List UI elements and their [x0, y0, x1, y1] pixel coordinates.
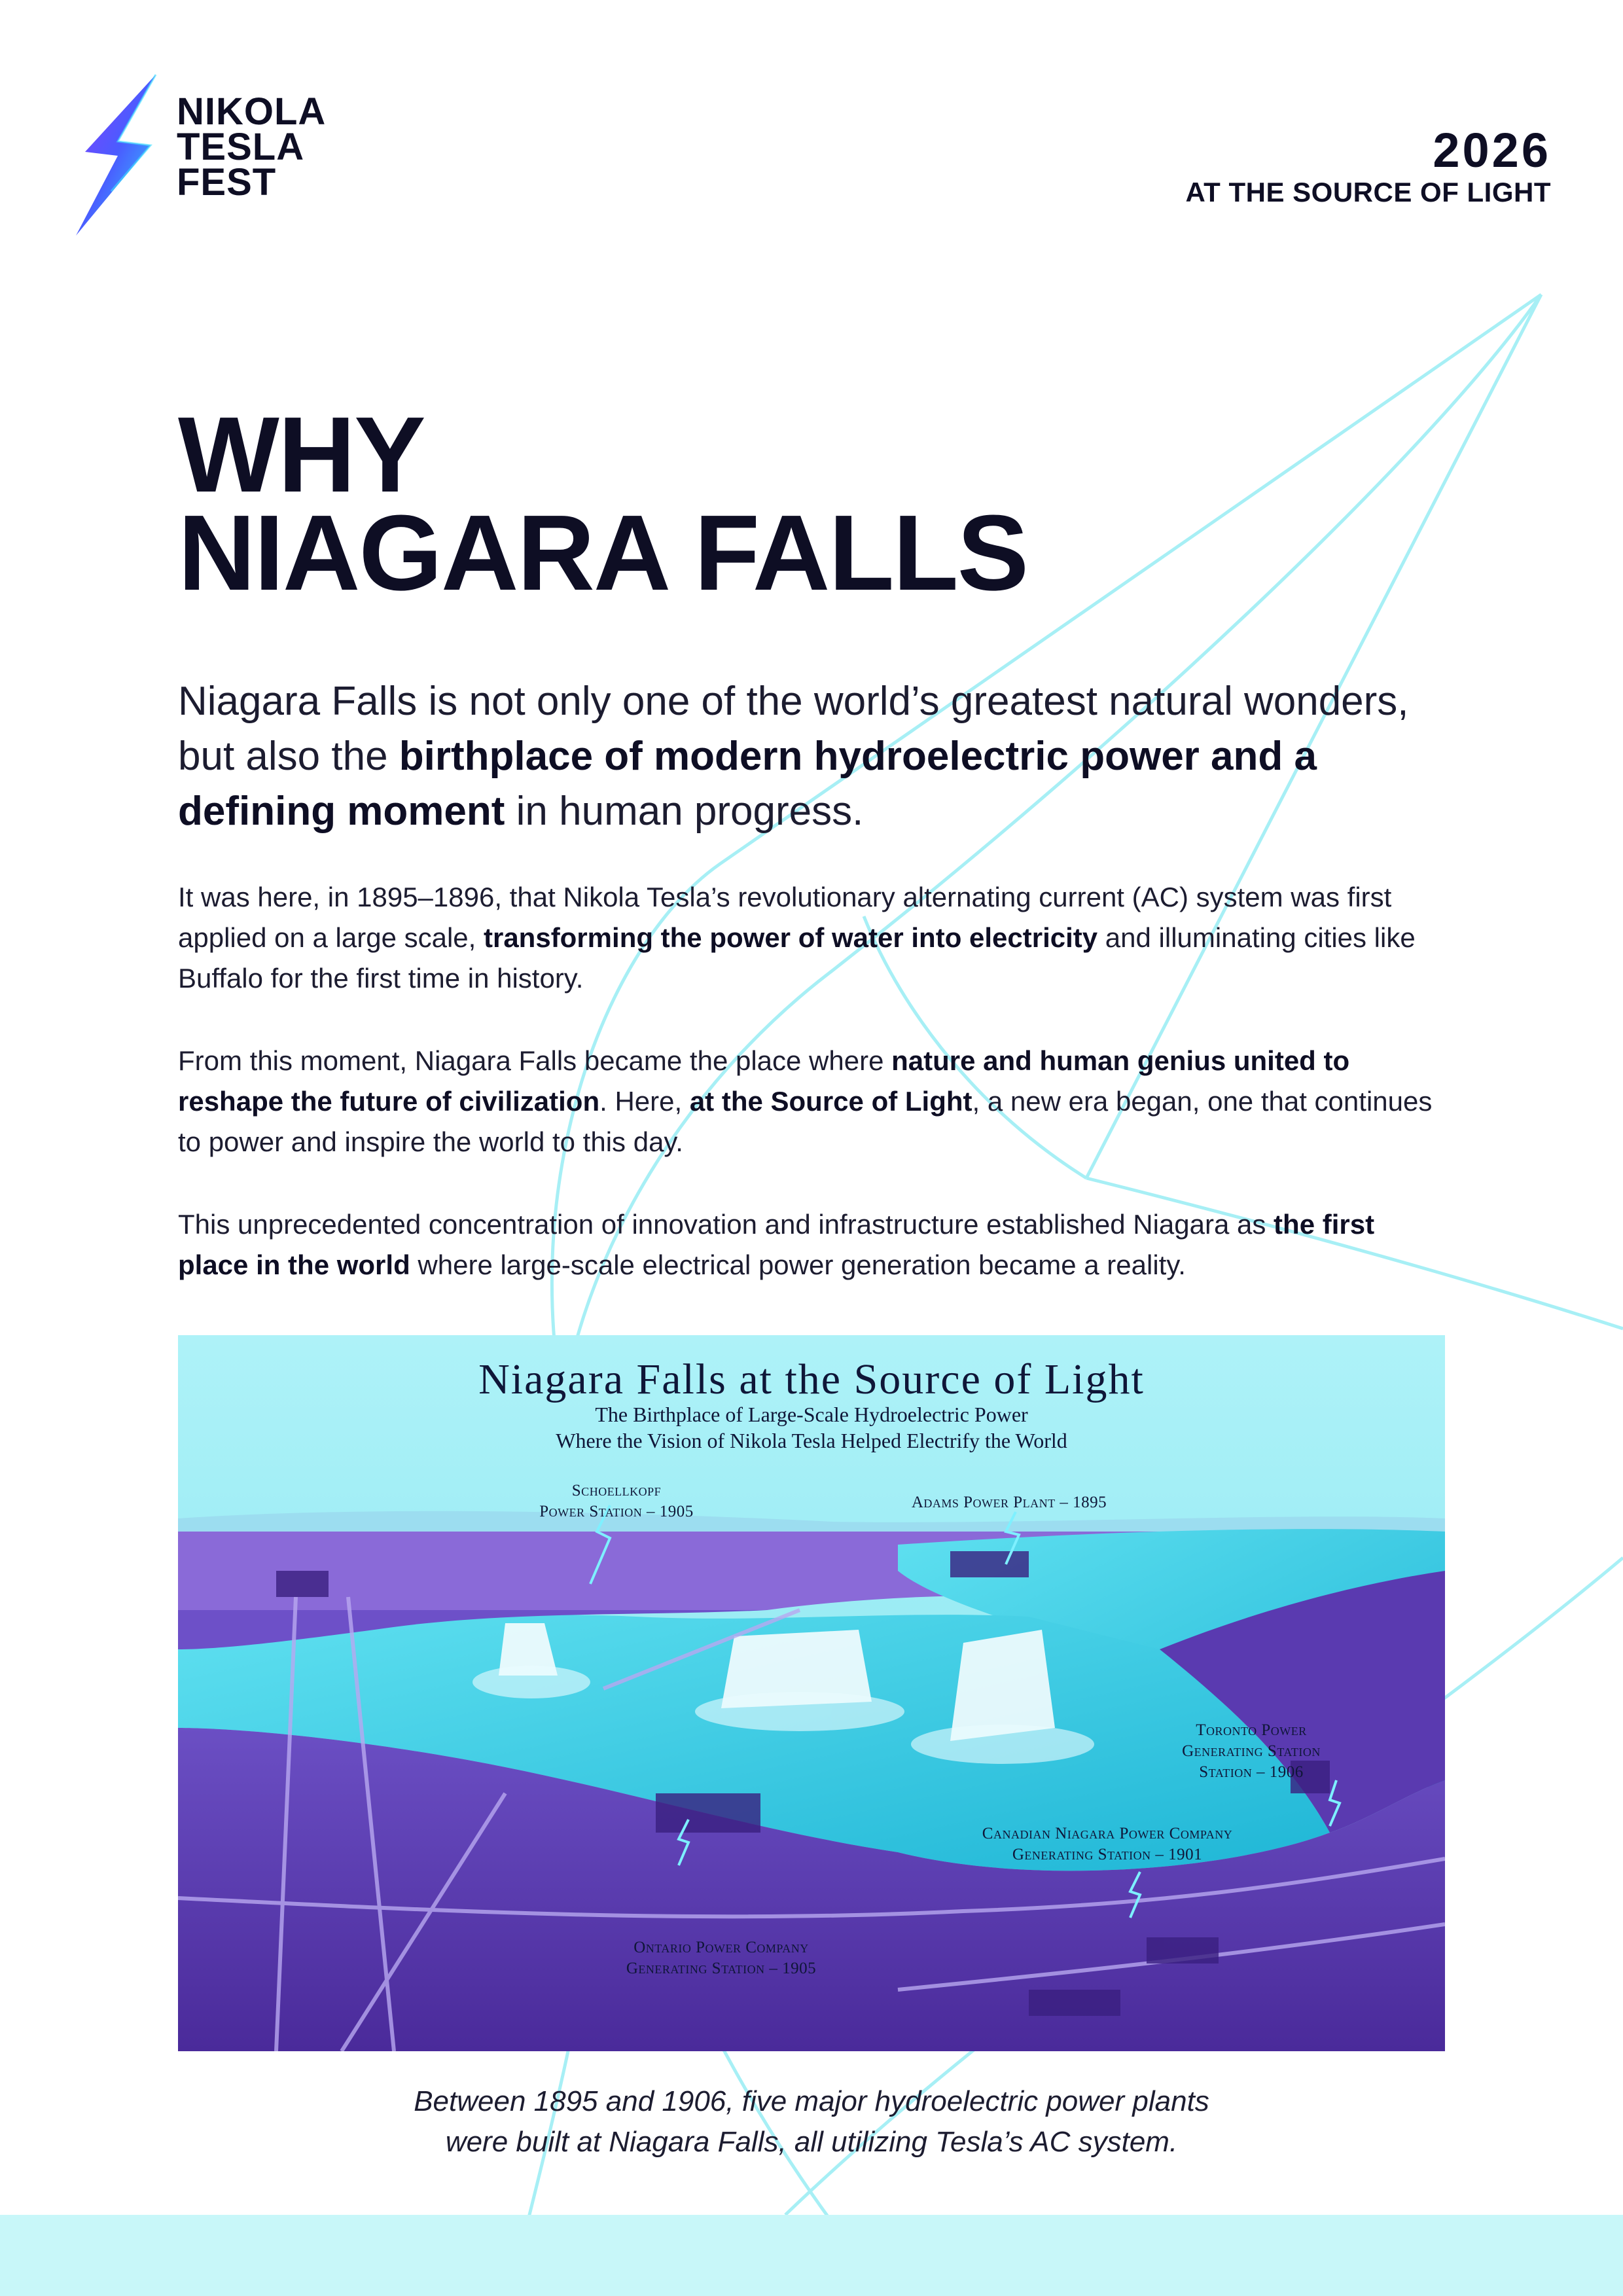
- body-paragraph-1: [178, 877, 1435, 999]
- p1-text-1: It was here, in 1895–1896, that Nikola Tesla’s revolutionary alternating current (AC) system was first applied on a large scale,: [178, 882, 1392, 953]
- label-canadian-niagara: [931, 1823, 1284, 1865]
- label-schoellkopf-line-2: Power Station – 1905: [539, 1503, 694, 1520]
- lightning-bolt-icon: [72, 73, 164, 237]
- label-ontario-power: [584, 1937, 859, 1979]
- logo-line-2: TESLA: [177, 126, 305, 168]
- caption-line-1: Between 1895 and 1906, five major hydroelectric power plants: [414, 2085, 1209, 2117]
- logo-line-3: FEST: [177, 161, 277, 204]
- body-paragraph-3: [178, 1204, 1435, 1285]
- label-adams: [885, 1492, 1133, 1513]
- lead-text-1: Niagara Falls is not only one of the world’s greatest natural wonders, but also the: [178, 679, 1409, 779]
- label-toronto-line-1: Toronto Power: [1196, 1721, 1307, 1739]
- label-toronto: [1140, 1720, 1363, 1783]
- nikola-tesla-fest-logo: [72, 73, 373, 243]
- p2-bold-1: nature and human genius united to reshape the future of civilization: [178, 1045, 1350, 1117]
- lead-bold-1: birthplace of modern hydroelectric power and a defining moment: [178, 734, 1317, 834]
- label-canadian-line-1: Canadian Niagara Power Company: [982, 1825, 1233, 1842]
- label-schoellkopf-line-1: Schoellkopf: [571, 1482, 662, 1499]
- label-canadian-line-2: Generating Station – 1901: [1012, 1846, 1203, 1863]
- p3-text-2: where large-scale electrical power generation became a reality.: [410, 1249, 1186, 1280]
- p3-text-1: This unprecedented concentration of innovation and infrastructure established Niagara as: [178, 1209, 1274, 1240]
- event-year: 2026: [1433, 123, 1551, 177]
- label-toronto-line-2: Generating Station: [1182, 1742, 1321, 1760]
- p2-text-3: , a new era began, one that continues to power and inspire the world to this day.: [178, 1086, 1433, 1157]
- p3-bold-1: the first place in the world: [178, 1209, 1375, 1280]
- p2-text-1: From this moment, Niagara Falls became the place where: [178, 1045, 892, 1076]
- p1-bold-1: transforming the power of water into electricity: [483, 922, 1098, 953]
- label-ontario-line-2: Generating Station – 1905: [626, 1960, 817, 1977]
- label-toronto-line-3: Station – 1906: [1199, 1763, 1304, 1781]
- page-title-line-2: NIAGARA FALLS: [178, 493, 1028, 613]
- niagara-falls-illustration: [178, 1335, 1445, 2051]
- p1-text-2: and illuminating cities like Buffalo for the first time in history.: [178, 922, 1416, 994]
- lead-text-2: in human progress.: [505, 789, 864, 834]
- caption-line-2: were built at Niagara Falls, all utilizing Tesla’s AC system.: [445, 2126, 1178, 2158]
- illustration-subtitle-1: The Birthplace of Large-Scale Hydroelectric Power: [595, 1403, 1028, 1426]
- logo-wordmark: [177, 90, 327, 204]
- illustration-caption: [157, 2081, 1466, 2162]
- logo-line-1: NIKOLA: [177, 90, 327, 133]
- body-paragraph-2: [178, 1041, 1435, 1162]
- label-ontario-line-1: Ontario Power Company: [633, 1939, 809, 1956]
- event-tagline: AT THE SOURCE OF LIGHT: [1185, 177, 1551, 207]
- p2-text-2: . Here,: [599, 1086, 690, 1117]
- footer-band: [0, 2215, 1623, 2296]
- page-title: [178, 395, 1028, 613]
- label-adams-line-1: Adams Power Plant – 1895: [911, 1494, 1107, 1511]
- illustration-subtitle-2: Where the Vision of Nikola Tesla Helped Electrify the World: [556, 1429, 1067, 1452]
- p2-bold-2: at the Source of Light: [689, 1086, 972, 1117]
- lead-paragraph: [178, 674, 1421, 839]
- event-year-block: [1185, 124, 1551, 208]
- page-title-line-1: WHY: [178, 395, 425, 514]
- illustration-title: Niagara Falls at the Source of Light: [478, 1355, 1145, 1403]
- label-schoellkopf: [512, 1480, 721, 1522]
